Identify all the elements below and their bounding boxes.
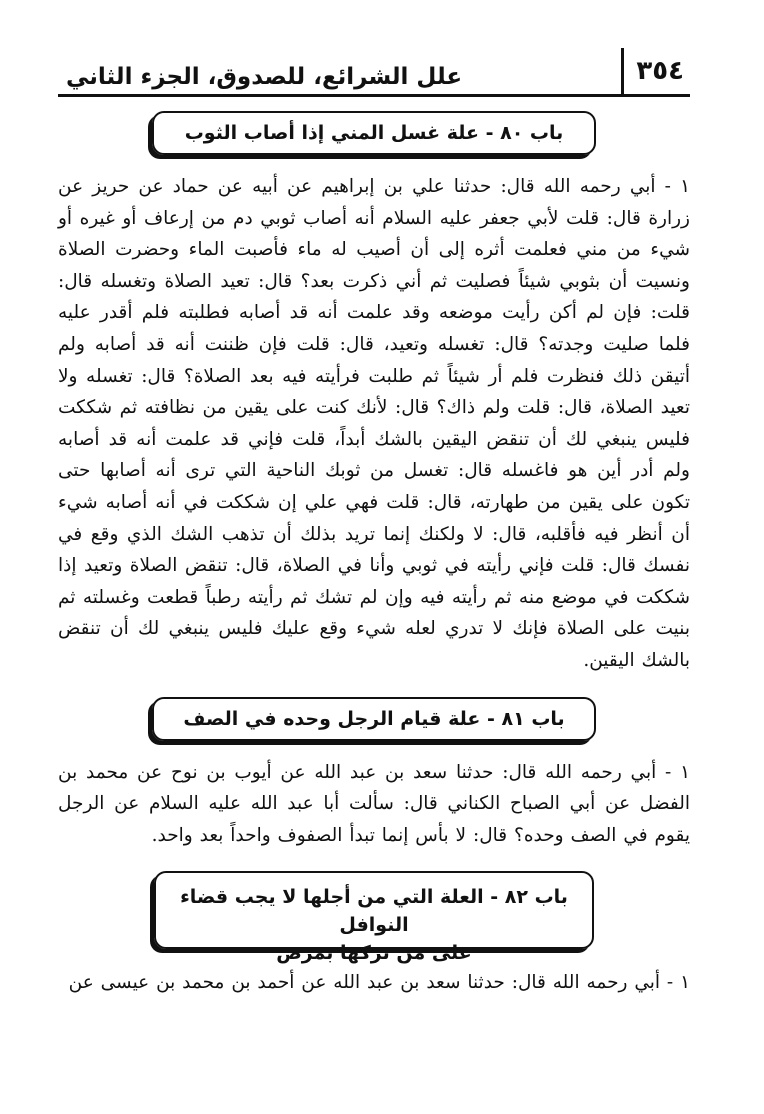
book-title: علل الشرائع، للصدوق، الجزء الثاني — [66, 64, 463, 90]
chapter-80-heading: باب ٨٠ - علة غسل المني إذا أصاب الثوب — [152, 111, 596, 155]
page-number: ٣٥٤ — [621, 48, 688, 94]
book-page — [58, 48, 690, 999]
chapter-81-hadith: ١ - أبي رحمه الله قال: حدثنا سعد بن عبد الله عن أيوب بن نوح عن محمد بن الفضل عن أبي الصباح الكناني قال: سألت أبا عبد الله عليه السلام عن الرجل يقوم في الصف وحده؟ قال: لا بأس إنما تبدأ الصفوف واحداً بعد واحد. — [58, 761, 690, 846]
chapter-82-heading-line1: باب ٨٢ - العلة التي من أجلها لا يجب قضاء النوافل — [180, 886, 568, 937]
running-header — [58, 48, 690, 97]
chapter-81-heading: باب ٨١ - علة قيام الرجل وحده في الصف — [152, 697, 596, 741]
chapter-82-heading-line2: على من تركها بمرض — [276, 942, 472, 965]
chapter-82-heading — [154, 871, 594, 965]
chapter-82-hadith: ١ - أبي رحمه الله قال: حدثنا سعد بن عبد الله عن أحمد بن محمد بن عيسى عن — [68, 972, 690, 994]
chapter-80-hadith: ١ - أبي رحمه الله قال: حدثنا علي بن إبراهيم عن أبيه عن حماد عن حريز عن زرارة قال: قلت لأبي جعفر عليه السلام أنه أصاب ثوبي دم من إرعاف أو غيره أو شيء من مني فعلمت أثره إلى أن أصيب له ماء فأصبت الماء وحضرت الصلاة ونسيت أن بثوبي شيئاً فصليت ثم أني ذكرت بعد؟ قال: تعيد الصلاة وتغسله قال: قلت: فإن لم أكن رأيت موضعه وقد علمت أنه قد أصابه فطلبته فلم أقدر عليه فلما صليت وجدته؟ قال: تغسله وتعيد، قال: قلت فإن ظننت أنه قد أصابه ولم أتيقن ذلك فنظرت فلم أر شيئاً ثم طلبت فرأيته فيه بعد الصلاة؟ قال: تغسله ولا تعيد الصلاة، قال: قلت ولم ذاك؟ قال: لأنك كنت على يقين من نظافته ثم شككت فليس ينبغي لك أن تنقض اليقين بالشك أبداً، قلت فإني قد علمت أنه قد أصابه ولم أدر أين هو فاغسله قال: تغسل من ثوبك الناحية التي ترى أنه أصابها حتى تكون على يقين من طهارته، قال: قلت فهي علي إن شككت في أنه أصابه شيء أن أنظر فيه فأقلبه، قال: لا ولكنك إنما تريد بذلك أن تذهب الشك الذي وقع في نفسك قال: قلت فإني رأيته في ثوبي وأنا في الصلاة، قال: تنقض الصلاة وتعيد إذا شككت في موضع منه ثم رأيته فيه وإن لم تشك ثم رأيته رطباً قطعت وغسلته ثم بنيت على الصلاة فإنك لا تدري لعله شيء وقع عليك فليس ينبغي لك أن تنقض بالشك اليقين. — [58, 176, 690, 671]
